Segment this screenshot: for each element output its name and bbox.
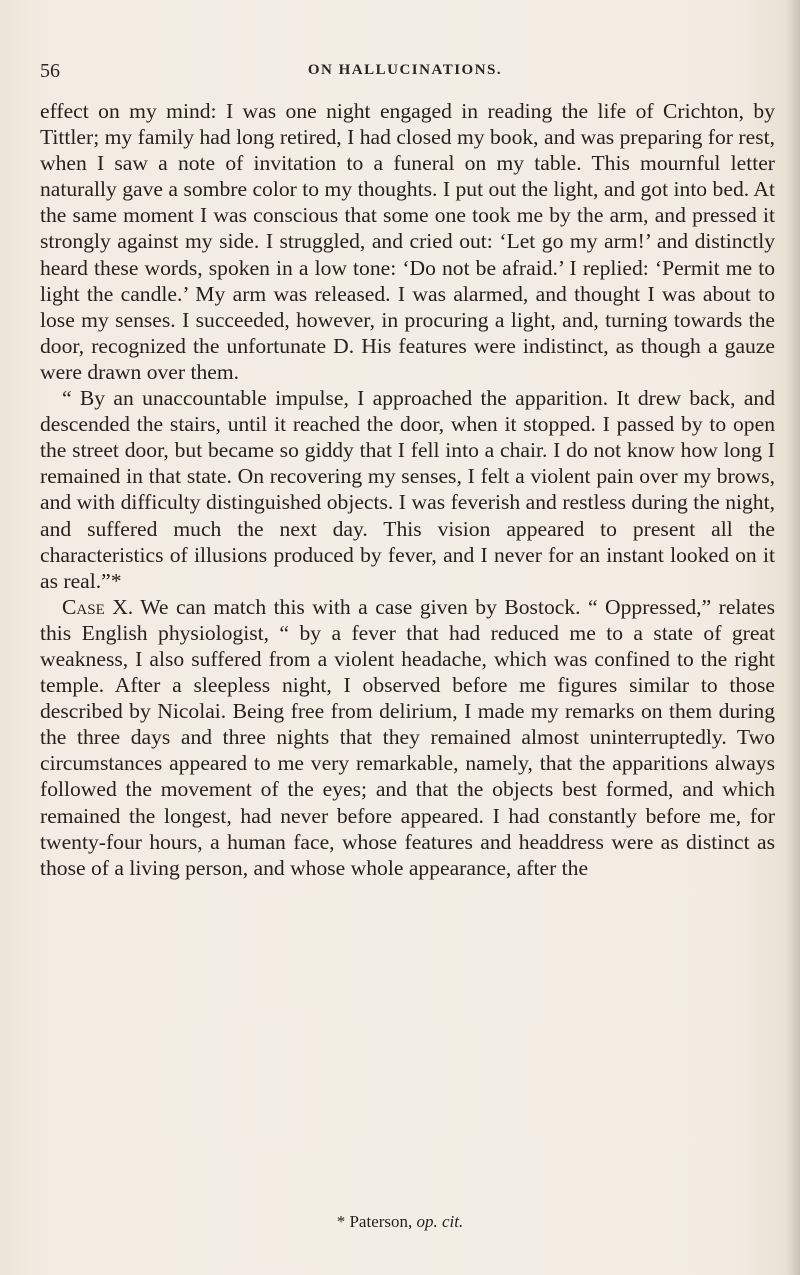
page-number: 56 xyxy=(40,60,60,82)
footnote-marker: * Paterson, xyxy=(336,1212,417,1231)
paragraph-3 xyxy=(40,594,775,881)
body-text xyxy=(40,98,775,881)
paragraph-2-text: “ By an unaccountable impulse, I approached the apparition. It drew back, and descended the stairs, until it reached the door, when it stopped. I passed by to open the street door, but became so giddy that I fell into a chair. I do not know how long I remained in that state. On recovering my senses, I felt a violent pain over my brows, and with difficulty distinguished objects. I was feverish and restless during the night, and suffered much the next day. This vision appeared to present all the characteristics of illusions produced by fever, and I never for an instant looked on it as real.”* xyxy=(40,386,775,593)
paragraph-1 xyxy=(40,98,775,385)
paragraph-1-text: effect on my mind: I was one night engaged in reading the life of Crichton, by Tittler; my family had long retired, I had closed my book, and was preparing for rest, when I saw a note of invitation to a funeral on my table. This mournful letter naturally gave a sombre color to my thoughts. I put out the light, and got into bed. At the same moment I was conscious that some one took me by the arm, and pressed it strongly against my side. I struggled, and cried out: ‘Let go my arm!’ and distinctly heard these words, spoken in a low tone: ‘Do not be afraid.’ I replied: ‘Permit me to light the candle.’ My arm was released. I was alarmed, and thought I was about to lose my senses. I succeeded, however, in procuring a light, and, turning towards the door, recognized the unfortunate D. His features were indistinct, as though a gauze were drawn over them. xyxy=(40,99,775,384)
footnote xyxy=(0,1212,800,1232)
running-title: ON HALLUCINATIONS. xyxy=(307,62,503,78)
page-edge-shadow xyxy=(786,0,800,1275)
paragraph-2 xyxy=(40,385,775,594)
paragraph-3-text: We can match this with a case given by Bostock. “ Oppressed,” relates this English physiologist, “ by a fever that had reduced me to a state of great weakness, I also suffered from a violent headache, which was confined to the right temple. After a sleepless night, I observed before me figures similar to those described by Nicolai. Being free from delirium, I made my remarks on them during the three days and three nights that they remained almost uninterruptedly. Two circumstances appeared to me very remarkable, namely, that the apparitions always followed the movement of the eyes; and that the objects best formed, and which remained the longest, had never before appeared. I had constantly before me, for twenty-four hours, a human face, whose features and headdress were as distinct as those of a living person, and whose whole appearance, after the xyxy=(40,594,775,880)
case-label: Case X. xyxy=(62,594,134,619)
footnote-citation: op. cit. xyxy=(416,1212,464,1231)
page-header xyxy=(40,60,770,84)
